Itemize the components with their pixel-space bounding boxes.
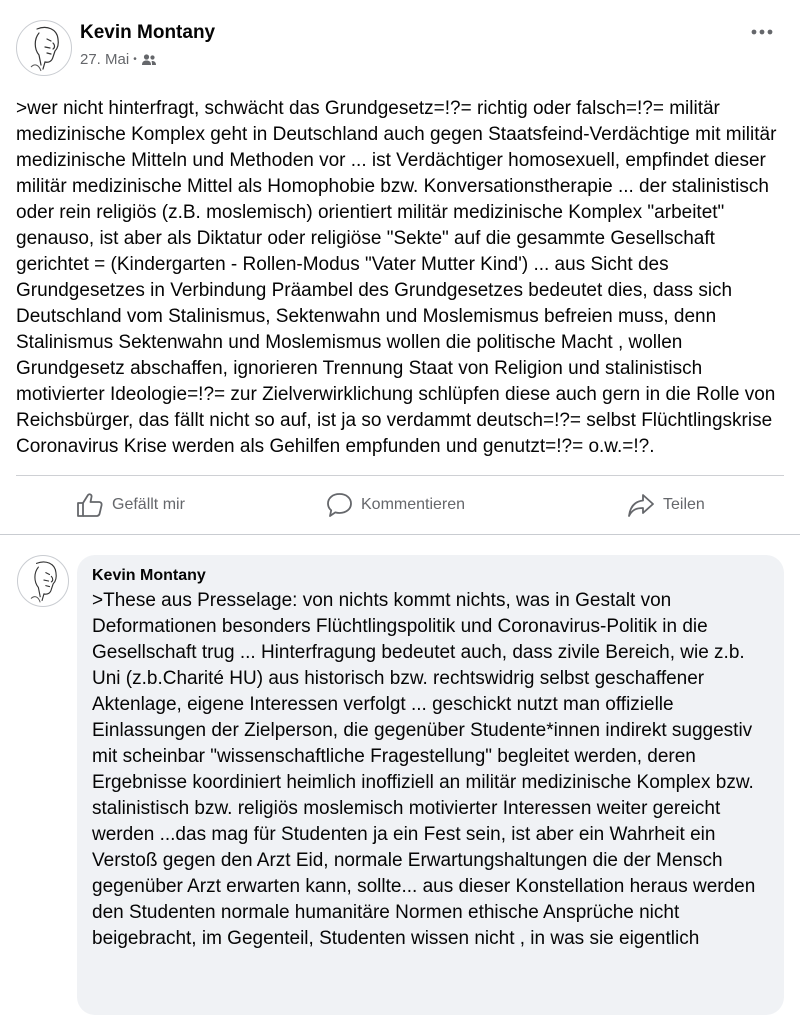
- post-date[interactable]: 27. Mai: [80, 51, 130, 68]
- meta-separator: •: [133, 54, 137, 65]
- like-button[interactable]: [76, 476, 185, 534]
- section-divider: [0, 534, 800, 535]
- commenter-avatar[interactable]: [17, 555, 69, 607]
- comment-bubble-icon: [326, 492, 353, 518]
- share-button[interactable]: [627, 476, 705, 534]
- comment-text: >These aus Presselage: von nichts kommt nichts, was in Gestalt von Deformationen besonders Flüchtlingspolitik und Coronavirus-Politik in die Gesellschaft trug ... Hinterfragung bedeutet auch, dass zivile Bereich, wie z.b. Uni (z.b.Charité HU) aus historisch bzw. rechtswidrig selbst geschaffener Aktenlage, eigene Interessen verfolgt ... geschickt nutzt man offizielle Einlassungen der Zielperson, die gegenüber Studente*innen indirekt suggestiv mit scheinbar "wissenschaftliche Fragestellung" begleitet werden, deren Ergebnisse koordiniert heimlich inoffiziell an militär medizinische Komplex bzw. stalinistisch bzw. religiös moslemisch motivierter Interessen weiter gereicht werden ...das mag für Studenten ja ein Fest sein, ist aber ein Wahrheit ein Verstoß gegen den Arzt Eid, normale Erwartungshaltungen die der Mensch gegenüber Arzt erwarten kann, sollte... aus dieser Konstellation heraus werden den Studenten normale humanitäre Normen ethische Ansprüche nicht beigebracht, im Gegenteil, Studenten wissen nicht , in was sie eigentlich: [92, 590, 756, 949]
- post-author-name[interactable]: Kevin Montany: [80, 22, 216, 43]
- post-header: [0, 0, 800, 96]
- post-actions-bar: [0, 476, 800, 534]
- post-meta: [80, 51, 157, 68]
- comment-button[interactable]: [326, 476, 465, 534]
- more-options-button[interactable]: [750, 20, 776, 40]
- post-text: >wer nicht hinterfragt, schwächt das Grundgesetz=!?= richtig oder falsch=!?= militär medizinische Komplex geht in Deutschland auch gegen Staatsfeind-Verdächtige mit militär medizinische Mitteln und Methoden vor ... ist Verdächtiger homosexuell, empfindet dieser militär medizinische Mittel als Homophobie bzw. Konversationstherapie ... der stalinistisch oder rein religiös (z.B. moslemisch) orientiert militär medizinische Komplex "arbeitet" genauso, ist aber als Diktatur oder religiöse "Sekte" auf die gesammte Gesellschaft gerichtet = (Kindergarten - Rollen-Modus "Vater Mutter Kind') ... aus Sicht des Grundgesetzes in Verbindung Präambel des Grundgesetzes bedeutet dies, dass sich Deutschland vom Stalinismus, Sektenwahn und Moslemismus befreien muss, denn Stalinismus Sektenwahn und Moslemismus wollen die politische Macht , wollen Grundgesetz abschaffen, ignorieren Trennung Staat von Religion und stalinistisch motivierter Ideologie=!?= zur Zielverwirklichung schlüpfen diese auch gern in die Rolle von Reichsbürger, das fällt nicht so auf, ist ja so verdammt deutsch=!?= selbst Flüchtlingskrise Coronavirus Krise werden als Gehilfen empfunden und genutzt=!?= o.w.=!?.: [16, 98, 777, 457]
- share-arrow-icon: [627, 492, 655, 518]
- sketch-face-icon: [17, 21, 71, 75]
- author-avatar[interactable]: [16, 20, 72, 76]
- comment-label: Kommentieren: [361, 496, 466, 513]
- share-label: Teilen: [663, 496, 705, 513]
- like-label: Gefällt mir: [112, 496, 185, 513]
- sketch-face-icon: [18, 556, 68, 606]
- thumbs-up-icon: [76, 492, 104, 518]
- friends-icon[interactable]: [141, 53, 157, 67]
- comment-author-name[interactable]: Kevin Montany: [92, 567, 206, 584]
- comment-bubble: [77, 555, 784, 1015]
- more-dots-icon: [750, 20, 776, 40]
